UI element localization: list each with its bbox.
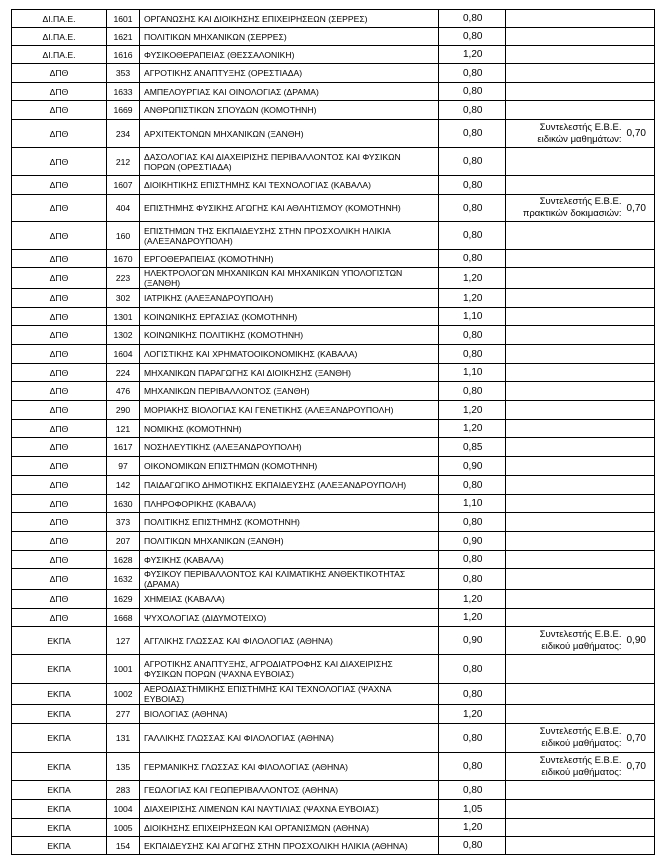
note-cell (506, 837, 625, 855)
department-code-cell: 160 (107, 222, 140, 250)
table-row (12, 800, 655, 819)
note-cell (506, 705, 625, 724)
table-row (12, 476, 655, 495)
university-cell: ΔΠΘ (12, 176, 107, 195)
department-name-cell: ΓΕΩΛΟΓΙΑΣ ΚΑΙ ΓΕΩΠΕΡΙΒΑΛΛΟΝΤΟΣ (ΑΘΗΝΑ) (140, 781, 439, 800)
department-code-cell: 131 (107, 724, 140, 753)
department-name-cell: ΠΑΙΔΑΓΩΓΙΚΟ ΔΗΜΟΤΙΚΗΣ ΕΚΠΑΙΔΕΥΣΗΣ (ΑΛΕΞΑΝΔΡΟΥΠΟΛΗ) (140, 476, 439, 495)
note-cell (506, 250, 625, 268)
note-cell (506, 551, 625, 569)
department-code-cell: 1630 (107, 495, 140, 513)
department-name-cell: ΜΗΧΑΝΙΚΩΝ ΠΑΡΑΓΩΓΗΣ ΚΑΙ ΔΙΟΙΚΗΣΗΣ (ΞΑΝΘΗ) (140, 364, 439, 382)
department-code-cell: 135 (107, 753, 140, 781)
table-row (12, 457, 655, 476)
department-name-cell: ΑΓΓΛΙΚΗΣ ΓΛΩΣΣΑΣ ΚΑΙ ΦΙΛΟΛΟΓΙΑΣ (ΑΘΗΝΑ) (140, 627, 439, 655)
department-name-cell: ΑΕΡΟΔΙΑΣΤΗΜΙΚΗΣ ΕΠΙΣΤΗΜΗΣ ΚΑΙ ΤΕΧΝΟΛΟΓΙΑΣ (ΨΑΧΝΑ ΕΥΒΟΙΑΣ) (140, 684, 439, 705)
note-cell: Συντελεστής Ε.Β.Ε. πρακτικών δοκιμασιών: (506, 195, 625, 222)
note-cell: Συντελεστής Ε.Β.Ε. ειδικού μαθήματος: (506, 627, 625, 655)
weight-coefficient-cell: 0,80 (439, 382, 506, 401)
department-name-cell: ΑΝΘΡΩΠΙΣΤΙΚΩΝ ΣΠΟΥΔΩΝ (ΚΟΜΟΤΗΝΗ) (140, 101, 439, 120)
table-row (12, 120, 655, 148)
weight-coefficient-cell: 1,10 (439, 308, 506, 326)
note-value-cell (625, 10, 655, 28)
table-row (12, 308, 655, 326)
department-name-cell: ΕΡΓΟΘΕΡΑΠΕΙΑΣ (ΚΟΜΟΤΗΝΗ) (140, 250, 439, 268)
note-value-cell (625, 837, 655, 855)
table-row (12, 655, 655, 684)
weight-coefficient-cell: 0,80 (439, 655, 506, 684)
university-cell: ΔΠΘ (12, 268, 107, 289)
department-name-cell: ΔΙΟΙΚΗΣΗΣ ΕΠΙΧΕΙΡΗΣΕΩΝ ΚΑΙ ΟΡΓΑΝΙΣΜΩΝ (ΑΘΗΝΑ) (140, 819, 439, 837)
note-cell (506, 289, 625, 308)
department-code-cell: 142 (107, 476, 140, 495)
note-value-cell (625, 101, 655, 120)
department-code-cell: 1601 (107, 10, 140, 28)
table-row (12, 83, 655, 101)
weight-coefficient-cell: 1,20 (439, 819, 506, 837)
note-value-cell (625, 438, 655, 457)
weight-coefficient-cell: 1,20 (439, 289, 506, 308)
table-row (12, 724, 655, 753)
university-cell: ΔΠΘ (12, 326, 107, 345)
department-code-cell: 97 (107, 457, 140, 476)
university-cell: ΔΠΘ (12, 495, 107, 513)
department-name-cell: ΠΟΛΙΤΙΚΗΣ ΕΠΙΣΤΗΜΗΣ (ΚΟΜΟΤΗΝΗ) (140, 513, 439, 532)
department-name-cell: ΜΗΧΑΝΙΚΩΝ ΠΕΡΙΒΑΛΛΟΝΤΟΣ (ΞΑΝΘΗ) (140, 382, 439, 401)
university-cell: ΔΠΘ (12, 401, 107, 420)
department-name-cell: ΧΗΜΕΙΑΣ (ΚΑΒΑΛΑ) (140, 590, 439, 609)
university-cell: ΔΠΘ (12, 195, 107, 222)
coefficients-table (11, 9, 655, 855)
department-name-cell: ΛΟΓΙΣΤΙΚΗΣ ΚΑΙ ΧΡΗΜΑΤΟΟΙΚΟΝΟΜΙΚΗΣ (ΚΑΒΑΛΑ) (140, 345, 439, 364)
department-code-cell: 1604 (107, 345, 140, 364)
department-code-cell: 1617 (107, 438, 140, 457)
table-row (12, 148, 655, 176)
weight-coefficient-cell: 1,20 (439, 268, 506, 289)
note-value-cell (625, 83, 655, 101)
weight-coefficient-cell: 1,20 (439, 609, 506, 627)
university-cell: ΔΙ.ΠΑ.Ε. (12, 28, 107, 46)
note-value-cell (625, 176, 655, 195)
weight-coefficient-cell: 0,90 (439, 457, 506, 476)
note-value-cell (625, 476, 655, 495)
note-value-cell (625, 364, 655, 382)
university-cell: ΔΠΘ (12, 590, 107, 609)
university-cell: ΕΚΠΑ (12, 819, 107, 837)
table-row (12, 250, 655, 268)
table-row (12, 627, 655, 655)
university-cell: ΔΠΘ (12, 420, 107, 438)
department-name-cell: ΚΟΙΝΩΝΙΚΗΣ ΕΡΓΑΣΙΑΣ (ΚΟΜΟΤΗΝΗ) (140, 308, 439, 326)
university-cell: ΔΙ.ΠΑ.Ε. (12, 10, 107, 28)
table-row (12, 609, 655, 627)
university-cell: ΔΠΘ (12, 222, 107, 250)
university-cell: ΕΚΠΑ (12, 627, 107, 655)
table-row (12, 532, 655, 551)
department-code-cell: 127 (107, 627, 140, 655)
note-value-cell (625, 268, 655, 289)
university-cell: ΔΠΘ (12, 609, 107, 627)
table-row (12, 753, 655, 781)
table-row (12, 551, 655, 569)
note-cell (506, 457, 625, 476)
weight-coefficient-cell: 0,80 (439, 28, 506, 46)
weight-coefficient-cell: 0,80 (439, 326, 506, 345)
department-name-cell: ΔΑΣΟΛΟΓΙΑΣ ΚΑΙ ΔΙΑΧΕΙΡΙΣΗΣ ΠΕΡΙΒΑΛΛΟΝΤΟΣ ΚΑΙ ΦΥΣΙΚΩΝ ΠΟΡΩΝ (ΟΡΕΣΤΙΑΔΑ) (140, 148, 439, 176)
note-value-cell: 0,70 (625, 120, 655, 148)
note-value-cell (625, 28, 655, 46)
department-name-cell: ΕΚΠΑΙΔΕΥΣΗΣ ΚΑΙ ΑΓΩΓΗΣ ΣΤΗΝ ΠΡΟΣΧΟΛΙΚΗ ΗΛΙΚΙΑ (ΑΘΗΝΑ) (140, 837, 439, 855)
table-row (12, 326, 655, 345)
note-value-cell (625, 800, 655, 819)
note-value-cell (625, 289, 655, 308)
weight-coefficient-cell: 0,80 (439, 120, 506, 148)
university-cell: ΔΠΘ (12, 83, 107, 101)
table-row (12, 364, 655, 382)
weight-coefficient-cell: 0,80 (439, 195, 506, 222)
department-code-cell: 224 (107, 364, 140, 382)
department-name-cell: ΒΙΟΛΟΓΙΑΣ (ΑΘΗΝΑ) (140, 705, 439, 724)
table-row (12, 705, 655, 724)
note-cell (506, 28, 625, 46)
weight-coefficient-cell: 0,80 (439, 513, 506, 532)
note-cell (506, 83, 625, 101)
table-row (12, 438, 655, 457)
note-value-cell (625, 46, 655, 64)
university-cell: ΕΚΠΑ (12, 684, 107, 705)
note-value-cell (625, 495, 655, 513)
table-row (12, 495, 655, 513)
weight-coefficient-cell: 0,85 (439, 438, 506, 457)
weight-coefficient-cell: 1,20 (439, 401, 506, 420)
department-code-cell: 353 (107, 64, 140, 83)
weight-coefficient-cell: 0,80 (439, 781, 506, 800)
note-value-cell: 0,70 (625, 724, 655, 753)
weight-coefficient-cell: 0,80 (439, 551, 506, 569)
department-name-cell: ΕΠΙΣΤΗΜΩΝ ΤΗΣ ΕΚΠΑΙΔΕΥΣΗΣ ΣΤΗΝ ΠΡΟΣΧΟΛΙΚΗ ΗΛΙΚΙΑ (ΑΛΕΞΑΝΔΡΟΥΠΟΛΗ) (140, 222, 439, 250)
note-cell: Συντελεστής Ε.Β.Ε. ειδικού μαθήματος: (506, 753, 625, 781)
weight-coefficient-cell: 1,20 (439, 46, 506, 64)
department-code-cell: 1005 (107, 819, 140, 837)
note-value-cell (625, 569, 655, 590)
department-code-cell: 302 (107, 289, 140, 308)
note-value-cell (625, 551, 655, 569)
note-value-cell (625, 382, 655, 401)
department-code-cell: 1002 (107, 684, 140, 705)
department-name-cell: ΟΡΓΑΝΩΣΗΣ ΚΑΙ ΔΙΟΙΚΗΣΗΣ ΕΠΙΧΕΙΡΗΣΕΩΝ (ΣΕΡΡΕΣ) (140, 10, 439, 28)
note-cell (506, 345, 625, 364)
department-code-cell: 277 (107, 705, 140, 724)
table-row (12, 513, 655, 532)
weight-coefficient-cell: 0,80 (439, 250, 506, 268)
department-name-cell: ΠΟΛΙΤΙΚΩΝ ΜΗΧΑΝΙΚΩΝ (ΣΕΡΡΕΣ) (140, 28, 439, 46)
university-cell: ΔΠΘ (12, 457, 107, 476)
note-cell (506, 10, 625, 28)
department-name-cell: ΑΜΠΕΛΟΥΡΓΙΑΣ ΚΑΙ ΟΙΝΟΛΟΓΙΑΣ (ΔΡΑΜΑ) (140, 83, 439, 101)
note-cell (506, 495, 625, 513)
weight-coefficient-cell: 0,80 (439, 345, 506, 364)
department-code-cell: 212 (107, 148, 140, 176)
department-code-cell: 1628 (107, 551, 140, 569)
note-cell (506, 438, 625, 457)
weight-coefficient-cell: 1,10 (439, 495, 506, 513)
table-row (12, 781, 655, 800)
note-value-cell (625, 609, 655, 627)
university-cell: ΕΚΠΑ (12, 724, 107, 753)
note-cell (506, 101, 625, 120)
note-cell (506, 655, 625, 684)
university-cell: ΕΚΠΑ (12, 655, 107, 684)
note-value-cell: 0,70 (625, 753, 655, 781)
table-row (12, 420, 655, 438)
department-name-cell: ΦΥΣΙΚΗΣ (ΚΑΒΑΛΑ) (140, 551, 439, 569)
department-name-cell: ΠΟΛΙΤΙΚΩΝ ΜΗΧΑΝΙΚΩΝ (ΞΑΝΘΗ) (140, 532, 439, 551)
department-name-cell: ΜΟΡΙΑΚΗΣ ΒΙΟΛΟΓΙΑΣ ΚΑΙ ΓΕΝΕΤΙΚΗΣ (ΑΛΕΞΑΝΔΡΟΥΠΟΛΗ) (140, 401, 439, 420)
table-row (12, 268, 655, 289)
note-cell (506, 819, 625, 837)
table-row (12, 819, 655, 837)
department-name-cell: ΦΥΣΙΚΟΥ ΠΕΡΙΒΑΛΛΟΝΤΟΣ ΚΑΙ ΚΛΙΜΑΤΙΚΗΣ ΑΝΘΕΚΤΙΚΟΤΗΤΑΣ (ΔΡΑΜΑ) (140, 569, 439, 590)
note-cell (506, 476, 625, 495)
table-row (12, 590, 655, 609)
note-cell (506, 569, 625, 590)
table-row (12, 46, 655, 64)
note-value-cell (625, 819, 655, 837)
department-name-cell: ΗΛΕΚΤΡΟΛΟΓΩΝ ΜΗΧΑΝΙΚΩΝ ΚΑΙ ΜΗΧΑΝΙΚΩΝ ΥΠΟΛΟΓΙΣΤΩΝ (ΞΑΝΘΗ) (140, 268, 439, 289)
table-row (12, 28, 655, 46)
university-cell: ΔΠΘ (12, 551, 107, 569)
department-name-cell: ΑΓΡΟΤΙΚΗΣ ΑΝΑΠΤΥΞΗΣ, ΑΓΡΟΔΙΑΤΡΟΦΗΣ ΚΑΙ ΔΙΑΧΕΙΡΙΣΗΣ ΦΥΣΙΚΩΝ ΠΟΡΩΝ (ΨΑΧΝΑ ΕΥΒΟΙΑΣ) (140, 655, 439, 684)
note-cell (506, 268, 625, 289)
department-code-cell: 373 (107, 513, 140, 532)
university-cell: ΔΠΘ (12, 120, 107, 148)
weight-coefficient-cell: 1,20 (439, 590, 506, 609)
department-code-cell: 283 (107, 781, 140, 800)
table-row (12, 401, 655, 420)
department-code-cell: 1301 (107, 308, 140, 326)
university-cell: ΔΠΘ (12, 438, 107, 457)
university-cell: ΔΠΘ (12, 101, 107, 120)
department-code-cell: 1629 (107, 590, 140, 609)
weight-coefficient-cell: 0,90 (439, 627, 506, 655)
table-row (12, 382, 655, 401)
department-code-cell: 1607 (107, 176, 140, 195)
department-name-cell: ΚΟΙΝΩΝΙΚΗΣ ΠΟΛΙΤΙΚΗΣ (ΚΟΜΟΤΗΝΗ) (140, 326, 439, 345)
weight-coefficient-cell: 0,80 (439, 222, 506, 250)
note-value-cell (625, 590, 655, 609)
note-cell (506, 364, 625, 382)
university-cell: ΔΠΘ (12, 345, 107, 364)
weight-coefficient-cell: 0,80 (439, 684, 506, 705)
note-cell (506, 609, 625, 627)
department-code-cell: 1633 (107, 83, 140, 101)
note-cell (506, 176, 625, 195)
note-cell: Συντελεστής Ε.Β.Ε. ειδικών μαθημάτων: (506, 120, 625, 148)
university-cell: ΔΠΘ (12, 308, 107, 326)
note-value-cell: 0,70 (625, 195, 655, 222)
table-row (12, 569, 655, 590)
department-code-cell: 1669 (107, 101, 140, 120)
weight-coefficient-cell: 0,80 (439, 148, 506, 176)
note-value-cell (625, 148, 655, 176)
note-value-cell (625, 250, 655, 268)
department-code-cell: 1668 (107, 609, 140, 627)
department-name-cell: ΓΑΛΛΙΚΗΣ ΓΛΩΣΣΑΣ ΚΑΙ ΦΙΛΟΛΟΓΙΑΣ (ΑΘΗΝΑ) (140, 724, 439, 753)
weight-coefficient-cell: 1,10 (439, 364, 506, 382)
department-code-cell: 1302 (107, 326, 140, 345)
university-cell: ΔΠΘ (12, 532, 107, 551)
department-code-cell: 121 (107, 420, 140, 438)
weight-coefficient-cell: 0,80 (439, 101, 506, 120)
university-cell: ΔΠΘ (12, 476, 107, 495)
university-cell: ΕΚΠΑ (12, 781, 107, 800)
note-cell (506, 684, 625, 705)
note-value-cell (625, 457, 655, 476)
table-row (12, 195, 655, 222)
note-value-cell (625, 345, 655, 364)
weight-coefficient-cell: 1,05 (439, 800, 506, 819)
note-cell (506, 382, 625, 401)
university-cell: ΕΚΠΑ (12, 753, 107, 781)
note-cell (506, 64, 625, 83)
department-code-cell: 1621 (107, 28, 140, 46)
university-cell: ΕΚΠΑ (12, 837, 107, 855)
table-row (12, 289, 655, 308)
department-code-cell: 1632 (107, 569, 140, 590)
note-value-cell (625, 308, 655, 326)
department-name-cell: ΨΥΧΟΛΟΓΙΑΣ (ΔΙΔΥΜΟΤΕΙΧΟ) (140, 609, 439, 627)
note-value-cell (625, 401, 655, 420)
university-cell: ΕΚΠΑ (12, 705, 107, 724)
department-name-cell: ΕΠΙΣΤΗΜΗΣ ΦΥΣΙΚΗΣ ΑΓΩΓΗΣ ΚΑΙ ΑΘΛΗΤΙΣΜΟΥ (ΚΟΜΟΤΗΝΗ) (140, 195, 439, 222)
note-value-cell (625, 781, 655, 800)
note-value-cell: 0,90 (625, 627, 655, 655)
note-cell (506, 532, 625, 551)
note-cell (506, 781, 625, 800)
note-cell (506, 222, 625, 250)
department-code-cell: 290 (107, 401, 140, 420)
weight-coefficient-cell: 0,80 (439, 176, 506, 195)
note-value-cell (625, 532, 655, 551)
note-cell (506, 308, 625, 326)
note-value-cell (625, 705, 655, 724)
table-row (12, 101, 655, 120)
department-name-cell: ΠΛΗΡΟΦΟΡΙΚΗΣ (ΚΑΒΑΛΑ) (140, 495, 439, 513)
department-code-cell: 234 (107, 120, 140, 148)
department-code-cell: 1004 (107, 800, 140, 819)
table-row (12, 345, 655, 364)
note-value-cell (625, 222, 655, 250)
department-code-cell: 1001 (107, 655, 140, 684)
table-row (12, 64, 655, 83)
table-row (12, 684, 655, 705)
university-cell: ΔΠΘ (12, 250, 107, 268)
note-value-cell (625, 64, 655, 83)
department-name-cell: ΑΡΧΙΤΕΚΤΟΝΩΝ ΜΗΧΑΝΙΚΩΝ (ΞΑΝΘΗ) (140, 120, 439, 148)
department-code-cell: 223 (107, 268, 140, 289)
weight-coefficient-cell: 0,80 (439, 569, 506, 590)
university-cell: ΕΚΠΑ (12, 800, 107, 819)
table-row (12, 837, 655, 855)
table-row (12, 176, 655, 195)
department-name-cell: ΟΙΚΟΝΟΜΙΚΩΝ ΕΠΙΣΤΗΜΩΝ (ΚΟΜΟΤΗΝΗ) (140, 457, 439, 476)
department-code-cell: 207 (107, 532, 140, 551)
note-cell (506, 513, 625, 532)
note-cell (506, 800, 625, 819)
department-code-cell: 1670 (107, 250, 140, 268)
note-value-cell (625, 684, 655, 705)
university-cell: ΔΠΘ (12, 513, 107, 532)
university-cell: ΔΠΘ (12, 364, 107, 382)
department-name-cell: ΔΙΟΙΚΗΤΙΚΗΣ ΕΠΙΣΤΗΜΗΣ ΚΑΙ ΤΕΧΝΟΛΟΓΙΑΣ (ΚΑΒΑΛΑ) (140, 176, 439, 195)
department-code-cell: 404 (107, 195, 140, 222)
weight-coefficient-cell: 0,90 (439, 532, 506, 551)
weight-coefficient-cell: 1,20 (439, 705, 506, 724)
weight-coefficient-cell: 0,80 (439, 724, 506, 753)
weight-coefficient-cell: 0,80 (439, 83, 506, 101)
weight-coefficient-cell: 0,80 (439, 64, 506, 83)
department-name-cell: ΝΟΣΗΛΕΥΤΙΚΗΣ (ΑΛΕΞΑΝΔΡΟΥΠΟΛΗ) (140, 438, 439, 457)
note-value-cell (625, 513, 655, 532)
table-body (12, 10, 655, 855)
weight-coefficient-cell: 0,80 (439, 837, 506, 855)
university-cell: ΔΙ.ΠΑ.Ε. (12, 46, 107, 64)
note-cell (506, 46, 625, 64)
table-row (12, 10, 655, 28)
weight-coefficient-cell: 0,80 (439, 476, 506, 495)
note-cell (506, 326, 625, 345)
department-name-cell: ΓΕΡΜΑΝΙΚΗΣ ΓΛΩΣΣΑΣ ΚΑΙ ΦΙΛΟΛΟΓΙΑΣ (ΑΘΗΝΑ) (140, 753, 439, 781)
department-name-cell: ΙΑΤΡΙΚΗΣ (ΑΛΕΞΑΝΔΡΟΥΠΟΛΗ) (140, 289, 439, 308)
university-cell: ΔΠΘ (12, 289, 107, 308)
department-code-cell: 476 (107, 382, 140, 401)
department-name-cell: ΔΙΑΧΕΙΡΙΣΗΣ ΛΙΜΕΝΩΝ ΚΑΙ ΝΑΥΤΙΛΙΑΣ (ΨΑΧΝΑ ΕΥΒΟΙΑΣ) (140, 800, 439, 819)
note-cell (506, 148, 625, 176)
university-cell: ΔΠΘ (12, 64, 107, 83)
department-code-cell: 154 (107, 837, 140, 855)
note-cell (506, 401, 625, 420)
note-cell: Συντελεστής Ε.Β.Ε. ειδικού μαθήματος: (506, 724, 625, 753)
note-cell (506, 590, 625, 609)
department-name-cell: ΦΥΣΙΚΟΘΕΡΑΠΕΙΑΣ (ΘΕΣΣΑΛΟΝΙΚΗ) (140, 46, 439, 64)
note-value-cell (625, 326, 655, 345)
note-value-cell (625, 655, 655, 684)
note-value-cell (625, 420, 655, 438)
university-cell: ΔΠΘ (12, 382, 107, 401)
department-name-cell: ΑΓΡΟΤΙΚΗΣ ΑΝΑΠΤΥΞΗΣ (ΟΡΕΣΤΙΑΔΑ) (140, 64, 439, 83)
note-cell (506, 420, 625, 438)
department-code-cell: 1616 (107, 46, 140, 64)
department-name-cell: ΝΟΜΙΚΗΣ (ΚΟΜΟΤΗΝΗ) (140, 420, 439, 438)
university-cell: ΔΠΘ (12, 148, 107, 176)
university-cell: ΔΠΘ (12, 569, 107, 590)
weight-coefficient-cell: 1,20 (439, 420, 506, 438)
weight-coefficient-cell: 0,80 (439, 10, 506, 28)
table-row (12, 222, 655, 250)
weight-coefficient-cell: 0,80 (439, 753, 506, 781)
